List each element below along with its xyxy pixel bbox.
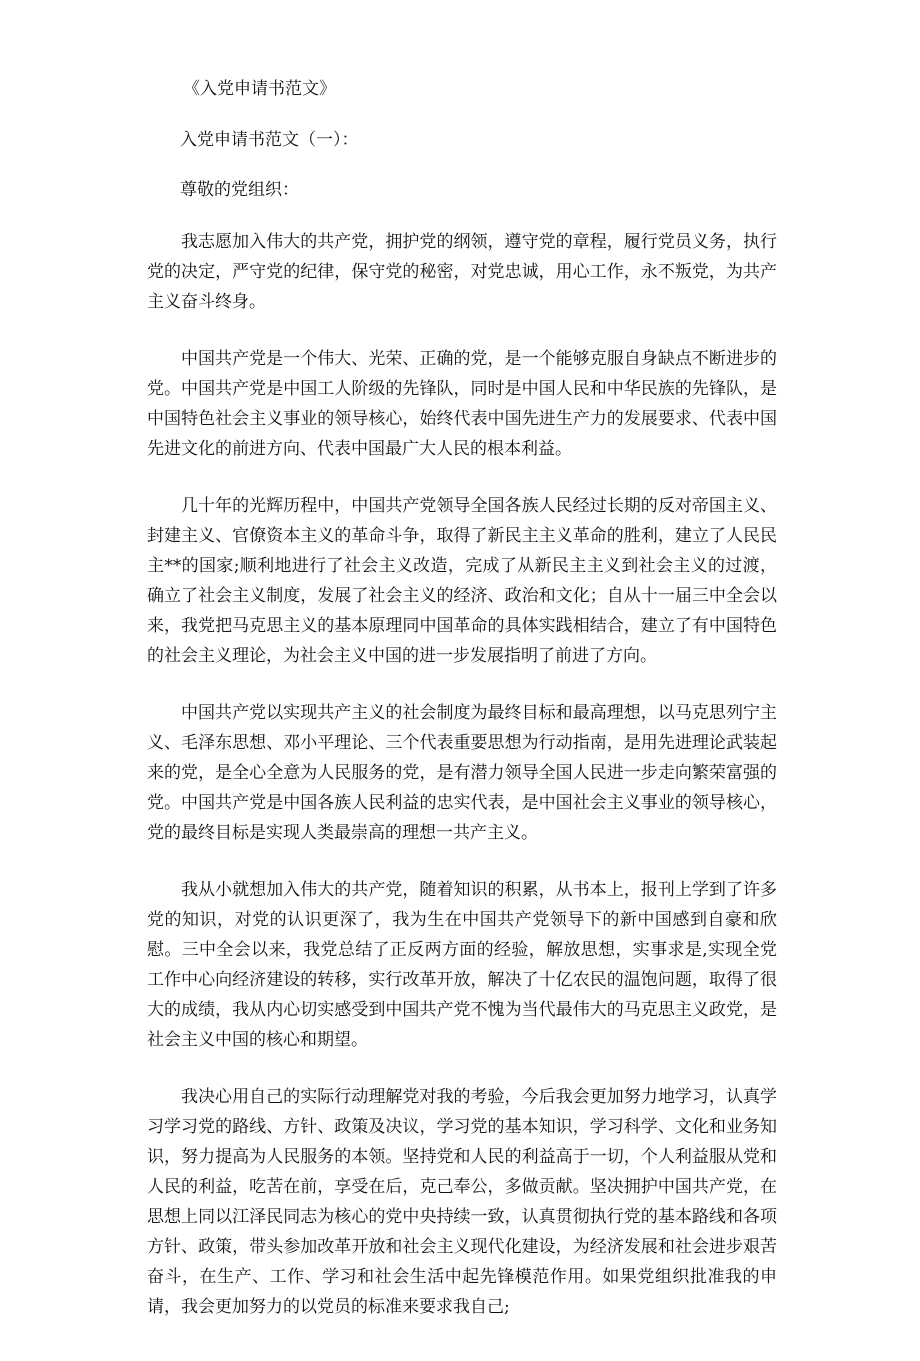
section-heading: 入党申请书范文（一）： [180,130,359,150]
document-body [147,74,777,1349]
salutation: 尊敬的党组织： [180,180,299,200]
paragraph-6: 我决心用自己的实际行动理解党对我的考验，今后我会更加努力地学习，认真学习学习党的路线、方针、政策及决议，学习党的基本知识，学习科学、文化和业务知识，努力提高为人民服务的本领。坚持党和人民的利益高于一切，个人利益服从党和人民的利益，吃苦在前，享受在后，克己奉公，多做贡献。坚决拥护中国共产党，在思想上同以江泽民同志为核心的党中央持续一致，认真贯彻执行党的基本路线和各项方针、政策，带头参加改革开放和社会主义现代化建设，为经济发展和社会进步艰苦奋斗，在生产、工作、学习和社会生活中起先锋模范作用。如果党组织批准我的申请，我会更加努力的以党员的标准来要求我自己; [147,1087,777,1317]
paragraph-4: 中国共产党以实现共产主义的社会制度为最终目标和最高理想，以马克思列宁主义、毛泽东思想、邓小平理论、三个代表重要思想为行动指南，是用先进理论武装起来的党，是全心全意为人民服务的党，是有潜力领导全国人民进一步走向繁荣富强的党。中国共产党是中国各族人民利益的忠实代表，是中国社会主义事业的领导核心，党的最终目标是实现人类最崇高的理想一共产主义。 [147,703,777,843]
paragraph-2: 中国共产党是一个伟大、光荣、正确的党，是一个能够克服自身缺点不断进步的党。中国共产党是中国工人阶级的先锋队，同时是中国人民和中华民族的先锋队，是中国特色社会主义事业的领导核心，始终代表中国先进生产力的发展要求、代表中国先进文化的前进方向、代表中国最广大人民的根本利益。 [147,349,777,459]
paragraph-5: 我从小就想加入伟大的共产党，随着知识的积累，从书本上，报刊上学到了许多党的知识，对党的认识更深了，我为生在中国共产党领导下的新中国感到自豪和欣慰。三中全会以来，我党总结了正反两方面的经验，解放思想，实事求是,实现全党工作中心向经济建设的转移，实行改革开放，解决了十亿农民的温饱问题，取得了很大的成绩，我从内心切实感受到中国共产党不愧为当代最伟大的马克思主义政党，是社会主义中国的核心和期望。 [147,880,777,1050]
document-title: 《入党申请书范文》 [183,79,336,99]
paragraph-3: 几十年的光辉历程中，中国共产党领导全国各族人民经过长期的反对帝国主义、封建主义、官僚资本主义的革命斗争，取得了新民主主义革命的胜利，建立了人民民主**的国家;顺利地进行了社会主义改造，完成了从新民主主义到社会主义的过渡，确立了社会主义制度，发展了社会主义的经济、政治和文化；自从十一届三中全会以来，我党把马克思主义的基本原理同中国革命的具体实践相结合，建立了有中国特色的社会主义理论，为社会主义中国的进一步发展指明了前进了方向。 [147,496,777,666]
paragraph-1: 我志愿加入伟大的共产党，拥护党的纲领，遵守党的章程，履行党员义务，执行党的决定，严守党的纪律，保守党的秘密，对党忠诚，用心工作，永不叛党，为共产主义奋斗终身。 [147,232,777,312]
